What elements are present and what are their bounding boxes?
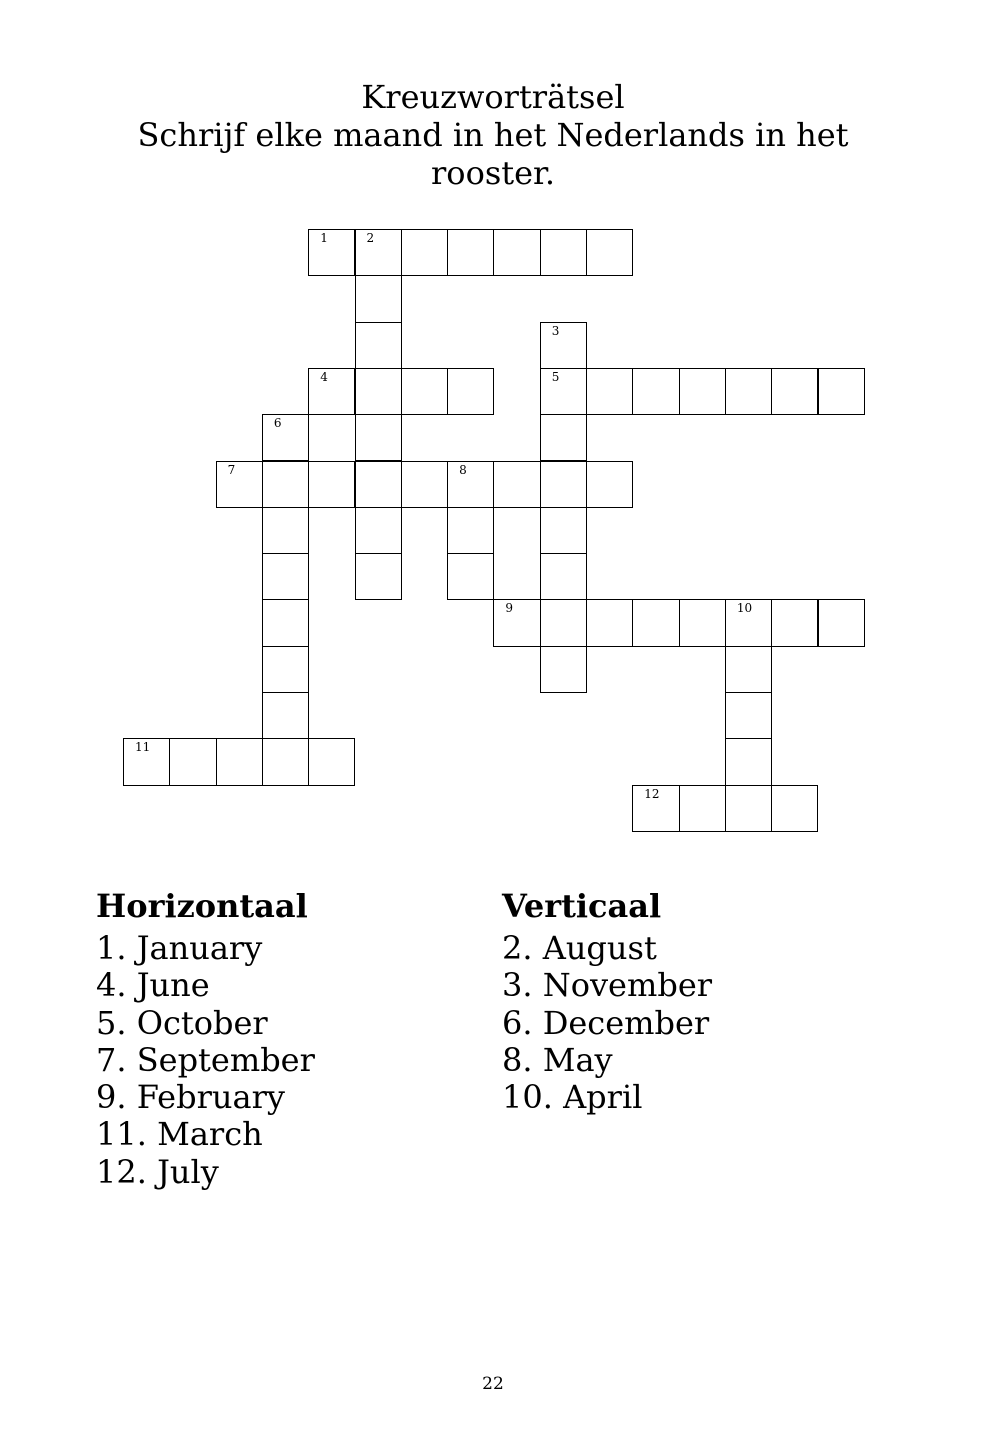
cell-number: 8 (459, 462, 467, 477)
cell-number: 2 (366, 231, 375, 245)
page-title: Kreuzworträtsel (361, 78, 625, 116)
crossword-cell[interactable] (493, 599, 540, 646)
cell-number: 1 (320, 231, 328, 245)
instruction-line-1: Schrijf elke maand in het Nederlands in het (137, 116, 849, 154)
crossword-cell[interactable] (540, 507, 587, 554)
crossword-cell[interactable] (401, 461, 448, 508)
down-clue: 3. November (502, 966, 713, 1005)
across-clue: 11. March (96, 1115, 263, 1154)
crossword-cell[interactable] (355, 414, 402, 461)
crossword-cell[interactable] (540, 461, 587, 508)
crossword-cell[interactable] (679, 599, 726, 646)
crossword-cell[interactable] (725, 692, 772, 739)
crossword-cell[interactable] (355, 507, 402, 554)
down-heading: Verticaal (502, 887, 662, 925)
cell-number: 9 (505, 601, 514, 616)
crossword-cell[interactable] (632, 785, 679, 832)
crossword-cell[interactable] (725, 785, 772, 832)
crossword-cell[interactable] (540, 229, 587, 276)
crossword-cell[interactable] (262, 461, 309, 508)
crossword-cell[interactable] (216, 738, 263, 785)
crossword-cell[interactable] (262, 599, 309, 646)
crossword-cell[interactable] (493, 461, 540, 508)
crossword-cell[interactable] (308, 738, 355, 785)
cell-number: 11 (135, 740, 151, 755)
crossword-cell[interactable] (447, 368, 494, 415)
across-clues (96, 886, 315, 1191)
crossword-cell[interactable] (679, 785, 726, 832)
crossword-cell[interactable] (586, 368, 633, 415)
down-clue: 10. April (502, 1078, 643, 1117)
crossword-cell[interactable] (262, 646, 309, 693)
crossword-cell[interactable] (725, 646, 772, 693)
page-number: 22 (482, 1374, 504, 1394)
down-clue-list (502, 930, 712, 1116)
crossword-cell[interactable] (725, 599, 772, 646)
cell-number: 6 (273, 416, 282, 431)
crossword-cell[interactable] (679, 368, 726, 415)
across-clue-list (96, 930, 315, 1191)
across-clue: 7. September (96, 1040, 315, 1079)
down-clue: 6. December (502, 1003, 710, 1042)
down-clues (502, 886, 712, 1116)
crossword-cell[interactable] (262, 553, 309, 600)
crossword-cell[interactable] (632, 599, 679, 646)
cell-number: 4 (320, 369, 328, 384)
crossword-cell[interactable] (355, 322, 402, 369)
across-clue: 9. February (96, 1078, 285, 1117)
across-clue: 5. October (96, 1003, 268, 1042)
crossword-cell[interactable] (818, 368, 865, 415)
crossword-cell[interactable] (540, 599, 587, 646)
crossword-cell[interactable] (771, 599, 818, 646)
crossword-cell[interactable] (447, 553, 494, 600)
cell-number: 3 (551, 323, 560, 338)
crossword-cell[interactable] (355, 461, 402, 508)
crossword-cell[interactable] (447, 507, 494, 554)
crossword-cell[interactable] (355, 275, 402, 322)
crossword-cell[interactable] (401, 368, 448, 415)
across-clue: 4. June (96, 966, 210, 1005)
across-clue: 1. January (96, 929, 263, 967)
crossword-cell[interactable] (447, 229, 494, 276)
crossword-cell[interactable] (540, 553, 587, 600)
crossword-cell[interactable] (355, 229, 402, 276)
crossword-cell[interactable] (632, 368, 679, 415)
crossword-cell[interactable] (540, 322, 587, 369)
across-clue: 12. July (96, 1152, 219, 1191)
crossword-cell[interactable] (401, 229, 448, 276)
crossword-cell[interactable] (725, 738, 772, 785)
instruction-line-2: rooster. (431, 154, 555, 192)
crossword-cell[interactable] (493, 229, 540, 276)
crossword-cell[interactable] (308, 229, 355, 276)
crossword-cell[interactable] (262, 507, 309, 554)
crossword-cell[interactable] (262, 414, 309, 461)
crossword-cell[interactable] (308, 461, 355, 508)
crossword-cell[interactable] (355, 368, 402, 415)
cell-number: 7 (227, 462, 236, 477)
crossword-cell[interactable] (308, 368, 355, 415)
crossword-cell[interactable] (216, 461, 263, 508)
down-clue: 2. August (502, 929, 657, 967)
cell-number: 10 (736, 601, 753, 616)
crossword-cell[interactable] (355, 553, 402, 600)
across-heading: Horizontaal (96, 887, 308, 925)
crossword-cell[interactable] (169, 738, 216, 785)
crossword-cell[interactable] (771, 785, 818, 832)
crossword-cell[interactable] (262, 738, 309, 785)
crossword-cell[interactable] (818, 599, 865, 646)
down-clue: 8. May (502, 1040, 613, 1079)
crossword-cell[interactable] (540, 368, 587, 415)
crossword-cell[interactable] (540, 414, 587, 461)
crossword-cell[interactable] (262, 692, 309, 739)
crossword-cell[interactable] (586, 461, 633, 508)
crossword-cell[interactable] (447, 461, 494, 508)
crossword-cell[interactable] (123, 738, 170, 785)
cell-number: 12 (644, 786, 660, 801)
crossword-cell[interactable] (586, 229, 633, 276)
crossword-cell[interactable] (540, 646, 587, 693)
crossword-cell[interactable] (771, 368, 818, 415)
crossword-cell[interactable] (725, 368, 772, 415)
crossword-cell[interactable] (586, 599, 633, 646)
cell-number: 5 (551, 369, 560, 384)
